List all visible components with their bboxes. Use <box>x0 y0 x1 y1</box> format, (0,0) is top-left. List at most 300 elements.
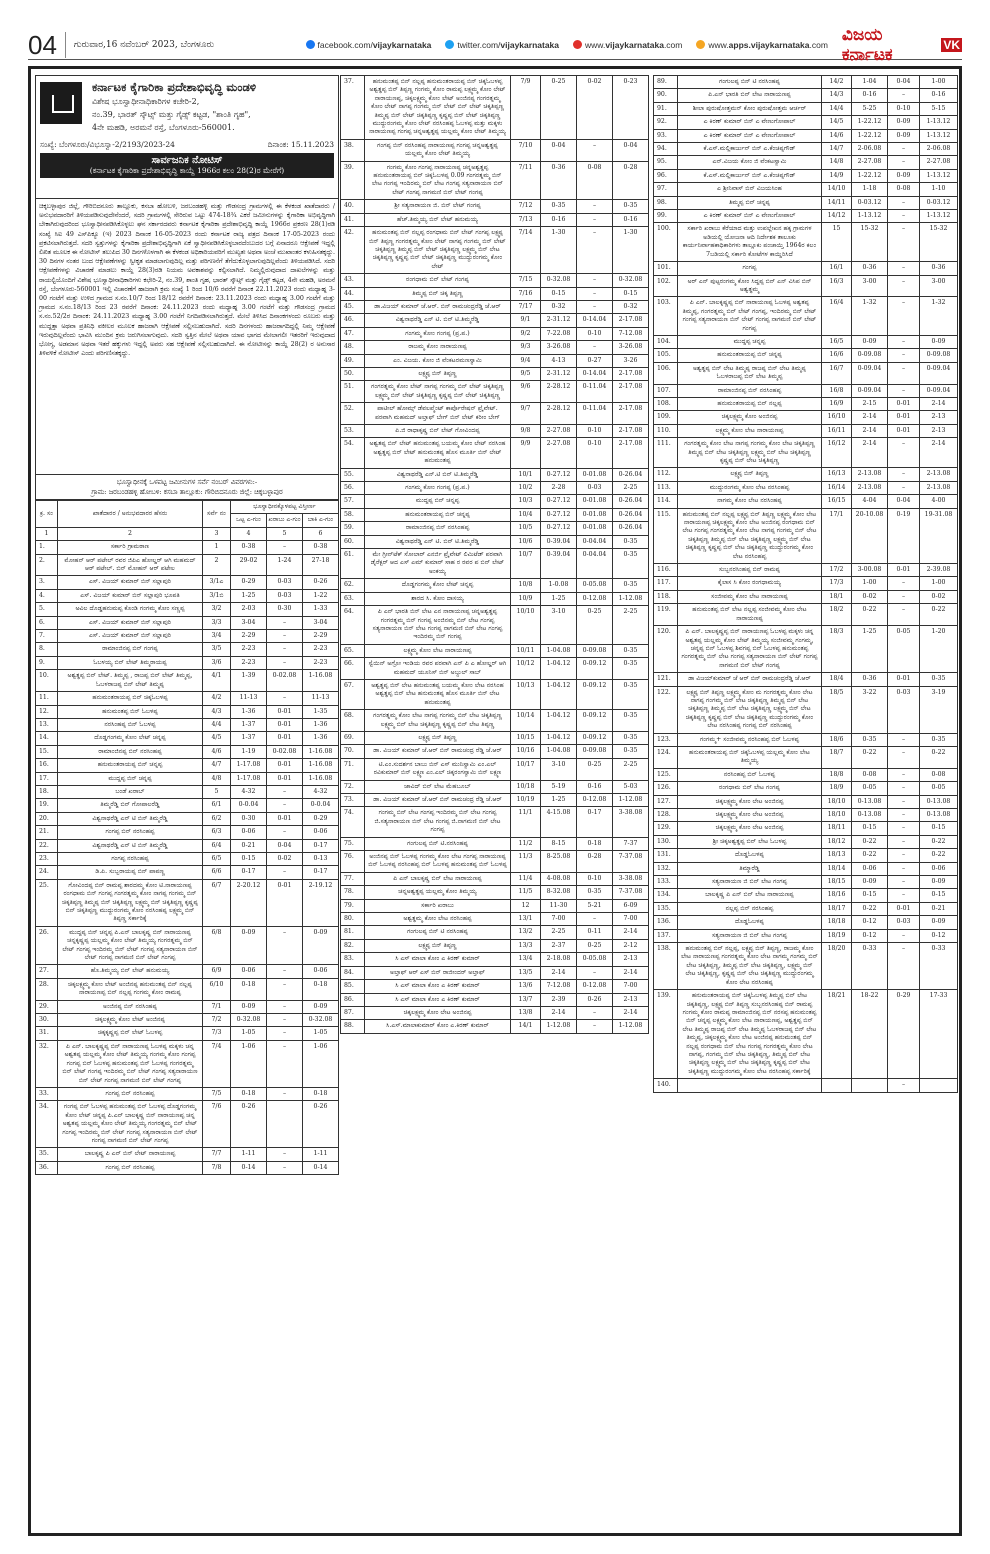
row-total: 3-10 <box>541 606 577 645</box>
row-kharab: – <box>577 227 613 274</box>
row-name: ರಾಮಾಂಜಿನಪ್ಪ ಬಿನ್ ಗಂಗಪ್ಪ <box>58 643 203 656</box>
row-name: ಚಿಕ್ಕಲಕ್ಷ್ಮಮ್ಮ ಕೋಂ ಲೇಟ್ ಅಂಜಿನಪ್ಪ ಹನುಮಂತಪ್ಪ ಬಿನ್ ನಲ್ಲಪ್ಪ ನಾರಾಯಣಪ್ಪ ಬಿನ್ ನಲ್ಲಪ್ಪ ಗಂಗಮ್ಮ ಕೋಂ ರಾಮಪ್ಪ <box>58 978 203 1000</box>
row-survey: 10/12 <box>511 658 541 680</box>
row-net: 7-37.08 <box>613 886 649 899</box>
row-total: 2-13.08 <box>852 468 888 481</box>
table-row <box>36 656 339 669</box>
row-kharab: 0-09.08 <box>577 644 613 657</box>
row-survey: 13/5 <box>511 966 541 979</box>
row-sno: 49. <box>341 354 365 367</box>
row-sno: 65. <box>341 644 365 657</box>
row-net: 0-35 <box>613 658 649 680</box>
row-survey: 9/5 <box>511 367 541 380</box>
row-survey: 14/11 <box>822 196 852 209</box>
row-survey: 7/2 <box>202 1014 230 1027</box>
row-net: 2-14 <box>920 397 958 410</box>
row-survey: 18/7 <box>822 746 852 768</box>
row-total: 2-27.08 <box>541 425 577 438</box>
row-kharab: 0-19 <box>888 508 920 563</box>
row-net: 0-35 <box>613 745 649 758</box>
table-row <box>654 1079 958 1092</box>
row-total: 11-13 <box>230 692 266 705</box>
row-kharab: – <box>888 862 920 875</box>
row-survey: 10/15 <box>511 731 541 744</box>
row-sno: 88. <box>341 1020 365 1033</box>
row-total: 2-31.12 <box>541 314 577 327</box>
row-sno: 69. <box>341 731 365 744</box>
row-sno: 54. <box>341 438 365 468</box>
row-net: 0-18 <box>302 1087 338 1100</box>
row-survey: 3/1ಎ <box>202 576 230 589</box>
row-name: ಶಾರದ ಸಿ. ಕೋಂ ದಾಸಯ್ಯ <box>365 592 511 605</box>
row-total: 1-11 <box>230 1148 266 1161</box>
row-name: ಚಿಕ್ಕಕೃಷ್ಣಪ್ಪ ಬಿನ್ ಲೇಟ್ ಓಬಳಪ್ಪ <box>58 1027 203 1040</box>
row-kharab: – <box>266 541 302 554</box>
row-kharab: 0-01 <box>266 759 302 772</box>
row-total: 2-28.12 <box>541 381 577 403</box>
row-sno: 1. <box>36 541 58 554</box>
row-total: 5-19 <box>541 780 577 793</box>
row-kharab: – <box>888 604 920 626</box>
row-survey: 13/4 <box>511 953 541 966</box>
row-net: 1-13.12 <box>920 169 958 182</box>
row-survey: 13/8 <box>511 1006 541 1019</box>
row-name: ದೊಡ್ಡಗಂಗಮ್ಮ ಕೋಂ ಲೇಟ್ ಚನ್ನಪ್ಪ <box>365 579 511 592</box>
row-kharab: – <box>888 156 920 169</box>
table-row <box>341 966 649 979</box>
row-total: 1-04.12 <box>541 658 577 680</box>
row-net: 1-16.08 <box>302 772 338 785</box>
row-net <box>920 1079 958 1092</box>
row-sno: 14. <box>36 732 58 745</box>
row-name: ಅಂಜಿನಪ್ಪ ಬಿನ್ ನರಸಿಂಹಪ್ಪ <box>58 1000 203 1013</box>
row-survey: 16/7 <box>822 362 852 384</box>
table-row <box>36 603 339 616</box>
row-survey: 6/5 <box>202 852 230 865</box>
row-name: ಗಂಗಮ್ಮ ಕೋಂ ಗಂಗಪ್ಪ (ಪ್ರ.ಪ.) <box>365 482 511 495</box>
row-survey: 10/3 <box>511 495 541 508</box>
row-total: 2-14 <box>852 438 888 468</box>
row-name: ಲಕ್ಷ್ಮಪ್ಪ ಬಿನ್ ತಿಪ್ಪಣ್ಣ <box>365 731 511 744</box>
table-row <box>654 733 958 746</box>
row-sno: 36. <box>36 1161 58 1174</box>
row-sno: 139. <box>654 990 678 1079</box>
row-survey: 6/9 <box>202 965 230 978</box>
row-total: 0-09 <box>852 335 888 348</box>
notice-subtitle: (ಕರ್ನಾಟಕ ಕೈಗಾರಿಕಾ ಪ್ರದೇಶಾಭಿವೃದ್ಧಿ ಕಾಯ್ದೆ 1966ರ ಕಲಂ 28(2)ರ ಮೇರೆಗೆ) <box>89 166 285 175</box>
row-name: ಡಾ. ವಿಜಯ್ ಕುಮಾರ್ ಜೆ.ಆರ್ ಬಿನ್ ರಾಮಚಂದ್ರ ರೆಡ್ಡಿ ಜೆ.ಆರ್ <box>365 745 511 758</box>
table-row <box>654 746 958 768</box>
row-name: ಎ ಕಿರಣ್ ಕುಮಾರ್ ಬಿನ್ ಎ ವೇಣುಗೋಪಾಲ್ <box>678 129 822 142</box>
row-kharab: 0-01 <box>266 732 302 745</box>
row-total: 2-03 <box>230 603 266 616</box>
row-survey: 18/5 <box>822 686 852 733</box>
row-kharab: 0-08 <box>577 161 613 200</box>
row-name: ಹನುಮಂತಪ್ಪ ಬಿನ್ ಲೇಟ ನಲ್ಲಪ್ಪ ಸಂಜೀವಮ್ಮ ಕೋಂ ಲೇಟ ನಾರಾಯಣಪ್ಪ <box>678 604 822 626</box>
row-survey: 9/2 <box>511 327 541 340</box>
notice-header <box>35 75 339 199</box>
row-net: 0-09 <box>302 926 338 965</box>
row-net: 0-06 <box>920 862 958 875</box>
table-row <box>654 577 958 590</box>
row-kharab: 0-12.08 <box>577 592 613 605</box>
row-name: ಗಂಗಪ್ಪ ಬಿನ್ ನರಸಿಂಹಪ್ಪ ನಾರಾಯಣಪ್ಪ ಗಂಗಪ್ಪ ಚನ್ನಅಶ್ವತ್ಥಪ್ಪ ಯಲ್ಲಮ್ಮ ಕೋಂ ಲೇಟ್ ತಿಮ್ಮಯ್ಯ <box>365 139 511 161</box>
row-sno: 108. <box>654 397 678 410</box>
row-total: 2-37 <box>541 939 577 952</box>
row-net: 7-00 <box>613 980 649 993</box>
table-row <box>341 658 649 680</box>
row-survey: 10/4 <box>511 508 541 521</box>
row-kharab: – <box>888 438 920 468</box>
table-row <box>341 76 649 140</box>
row-total: 0-06 <box>230 826 266 839</box>
web-domain: vijaykarnataka <box>605 39 664 50</box>
row-net: 2-14 <box>613 966 649 979</box>
row-kharab: – <box>888 196 920 209</box>
row-sno: 111. <box>654 438 678 468</box>
row-total: 7-12.08 <box>541 980 577 993</box>
row-total: 0-36 <box>541 161 577 200</box>
row-name: ಹೆಚ್.ತಿಮ್ಮಯ್ಯ ಬಿನ್ ಲೇಟ್ ಹನುಮಯ್ಯ <box>365 213 511 226</box>
row-sno: 93. <box>654 129 678 142</box>
row-survey: 14/8 <box>822 156 852 169</box>
row-total: 0-27.12 <box>541 508 577 521</box>
twitter-prefix: twitter.com/ <box>457 39 501 50</box>
table-row <box>654 929 958 942</box>
row-survey: 10/18 <box>511 780 541 793</box>
page-number: 04 <box>28 32 66 58</box>
table-row <box>36 839 339 852</box>
row-survey: 18/10 <box>822 795 852 808</box>
row-net: 0-09.04 <box>920 362 958 384</box>
table-row <box>36 1161 339 1174</box>
row-survey: 3/6 <box>202 656 230 669</box>
row-survey: 9/7 <box>511 403 541 425</box>
row-total: 1-37 <box>230 718 266 731</box>
row-kharab: 0-01 <box>266 705 302 718</box>
row-survey: 17/3 <box>822 577 852 590</box>
row-kharab: 0-25 <box>577 939 613 952</box>
table-row <box>654 902 958 915</box>
row-net: 0-32.08 <box>613 274 649 287</box>
facebook-prefix: facebook.com/ <box>317 39 373 50</box>
table-row <box>341 327 649 340</box>
row-total: 0-09.04 <box>852 362 888 384</box>
row-survey: 4/8 <box>202 772 230 785</box>
table-row <box>36 541 339 554</box>
row-sno: 125. <box>654 768 678 781</box>
row-net: 0-13 <box>302 852 338 865</box>
row-total: 0-16 <box>541 213 577 226</box>
row-survey: 18/19 <box>822 929 852 942</box>
land-table-1 <box>35 500 339 1175</box>
row-kharab: – <box>888 1079 920 1092</box>
table-row <box>654 626 958 673</box>
reference-number: ಸಂಖ್ಯೆ: ಬೆಂಗಳೂರು/ವಿಭೂಸ್ವಾ-2/2193/2023-24 <box>40 140 175 149</box>
website-link[interactable] <box>573 40 682 50</box>
row-survey: 4/4 <box>202 718 230 731</box>
row-net: 0-26.04 <box>613 468 649 481</box>
row-survey: 7/15 <box>511 274 541 287</box>
row-survey: 7/1 <box>202 1000 230 1013</box>
table-row <box>341 606 649 645</box>
row-kharab: 0-04.04 <box>577 549 613 579</box>
row-total: 7-22.08 <box>541 327 577 340</box>
row-sno: 103. <box>654 297 678 336</box>
row-name: ಹನುಮಂತರಾಯಪ್ಪ ಬಿನ್ ಚಿಕ್ಕಓಬಳಪ್ಪ ತಿಮ್ಮಪ್ಪ ಬಿನ್ ಲೇಟ ಚಿಕ್ಕತಿಪ್ಪಣ್ಣ, ಲಕ್ಷ್ಮಪ್ಪ ಬಿನ್ ತಿಪ್ಪಣ್ಣ ಸುಬ್ಬನರಸಿಂಹಪ್ಪ ಬಿನ್ ರಾಮಪ್ಪ ಗಂಗಮ್ಮ ಕೋಂ ರಾಮಪ್ಪ ರಾಮಾಂಜಿನಪ್ಪ ಬಿನ್ ನರಸಪ್ಪ ಹನುಮಂತಪ್ಪ ಬಿನ್ ಚನ್ನಪ್ಪ ಲಕ್ಷ್ಮಮ್ಮ ಕೋಂ ಲೇಟ ನಾರಾಯಣಪ್ಪ, ಅಶ್ವತ್ಥಪ್ಪ ಬಿನ್ ಲೇಟ ತಿಮ್ಮಪ್ಪ ರಾಜಪ್ಪ ಬಿನ್ ಲೇಟ ತಿಮ್ಮಪ್ಪ ಓಬಳರಾಜಪ್ಪ ಬಿನ್ ಲೇಟ ತಿಮ್ಮಪ್ಪ, ಚಿಕ್ಕಲಕ್ಷ್ಮಮ್ಮ ಕೋಂ ಲೇಟ ಅಂಜಿನಪ್ಪ ಹನುಮಂತಪ್ಪ ಬಿನ್ ನಲ್ಲಪ್ಪ ರಂಗಧಾಮ ಬಿನ್ ಲೇಟ ಗಂಗಪ್ಪ ಗಂಗರತ್ನಮ್ಮ ಕೋಂ ಲೇಟ ನಾಗಪ್ಪ, ಗಂಗಮ್ಮ ಬಿನ್ ಲೇಟ ಚಿಕ್ಕತಿಪ್ಪಣ್ಣ, ತಿಮ್ಮಪ್ಪ ಬಿನ್ ಲೇಟ ಚಿಕ್ಕತಿಪ್ಪಣ್ಣ ಲಕ್ಷ್ಮಮ್ಮ ಬಿನ್ ಲೇಟ ಚಿಕ್ಕತಿಪ್ಪಣ್ಣ ಕೃಷ್ಣಪ್ಪ ಬಿನ್ ಲೇಟ ಚಿಕ್ಕತಿಪ್ಪಣ್ಣ ಮುದ್ದುರಂಗಮ್ಮ ಕೋಂ ಲೇಟ ನರಸಿಂಹಪ್ಪ ಸರ್ಕಾರಿಕ್ಕೆ <box>678 990 822 1079</box>
row-sno: 55. <box>341 468 365 481</box>
notice-advertisement <box>28 66 962 1536</box>
row-net: 2-14 <box>613 1006 649 1019</box>
row-total: 2-14 <box>541 1006 577 1019</box>
row-net: 1-16.08 <box>302 759 338 772</box>
row-kharab: 0-12.08 <box>577 980 613 993</box>
table-row <box>36 732 339 745</box>
row-survey <box>822 1079 852 1092</box>
row-total: 1-37 <box>230 732 266 745</box>
apps-link[interactable] <box>696 40 828 50</box>
row-total: 0-27.12 <box>541 468 577 481</box>
row-sno: 115. <box>654 508 678 563</box>
row-name: ಸಿ ಎಸ್ ಮಾಲಾ ಕೋಂ ಎ ಕಿರಣ್ ಕುಮಾರ್ <box>365 980 511 993</box>
row-total: 0-21 <box>230 839 266 852</box>
row-total: 0-09 <box>852 876 888 889</box>
row-sno: 73. <box>341 794 365 807</box>
row-survey: 11/2 <box>511 837 541 850</box>
row-sno: 116. <box>654 564 678 577</box>
row-survey: 18/2 <box>822 604 852 626</box>
row-kharab: 0-11.04 <box>577 403 613 425</box>
web-prefix: www. <box>585 39 606 50</box>
row-sno: 119. <box>654 604 678 626</box>
row-name: ಸತ್ಯನಾರಾಯಣ ಜಿ ಬಿನ್ ಲೇಟ ಗಂಗಪ್ಪ <box>678 929 822 942</box>
row-net: 2-13 <box>613 993 649 1006</box>
row-sno: 33. <box>36 1087 58 1100</box>
row-net: 3-26.08 <box>613 341 649 354</box>
row-sno: 7. <box>36 630 58 643</box>
row-sno: 72. <box>341 780 365 793</box>
row-total: 0-22 <box>852 746 888 768</box>
row-total: 2-27.08 <box>541 438 577 468</box>
row-net: 2-06.08 <box>920 143 958 156</box>
row-total: 11-30 <box>541 899 577 912</box>
row-net: 0-35 <box>613 200 649 213</box>
row-net: 0-36 <box>920 262 958 275</box>
row-total: 0-36 <box>852 673 888 686</box>
row-total: 0-03.12 <box>852 196 888 209</box>
row-survey: 16/6 <box>822 349 852 362</box>
row-kharab: – <box>888 835 920 848</box>
row-kharab: 0-27 <box>577 354 613 367</box>
row-name: ಪಿ ಎನ್. ಬಾಲಕೃಷ್ಣಪ್ಪ ಬಿನ್ ನಾರಾಯಣಪ್ಪ ಓಬಳಪ್ಪ ಅಶ್ವತಪ್ಪ ತಿಮ್ಮಪ್ಪ, ಗಂಗರತ್ನಮ್ಮ ಬಿನ್ ಲೇಟ್ ಗಂಗಪ್ಪ, ಇಂದಿರಮ್ಮ ಬಿನ್ ಲೇಟ್ ಗಂಗಪ್ಪ ಸತ್ಯನಾರಾಯಣ ಬಿನ್ ಲೇಟ್ ಗಂಗಪ್ಪ ನಾಗಮಣಿ ಬಿನ್ ಲೇಟ್ ಗಂಗಪ್ಪ <box>678 297 822 336</box>
header-sno: ಕ್ರ. ಸಂ <box>36 501 58 528</box>
row-survey: 4/5 <box>202 732 230 745</box>
row-kharab: – <box>888 943 920 990</box>
row-total: 2-14 <box>541 966 577 979</box>
row-sno: 45. <box>341 300 365 313</box>
row-name <box>678 1079 822 1092</box>
row-kharab: 0-01 <box>266 718 302 731</box>
row-sno: 86. <box>341 993 365 1006</box>
row-name: ತಿಮ್ಮಾರೆಡ್ಡಿ <box>678 862 822 875</box>
row-total: 1-04.12 <box>541 679 577 709</box>
row-survey: 9/8 <box>511 425 541 438</box>
row-net: 0-22 <box>920 746 958 768</box>
table-row <box>341 1006 649 1019</box>
row-total: 0-12 <box>852 929 888 942</box>
row-total: 0-22 <box>852 902 888 915</box>
row-sno: 81. <box>341 926 365 939</box>
row-net: 1-13.12 <box>920 210 958 223</box>
row-kharab: – <box>577 213 613 226</box>
row-net: 6-09 <box>613 899 649 912</box>
row-kharab: 0-01 <box>888 564 920 577</box>
row-kharab: – <box>888 929 920 942</box>
row-sno: 104. <box>654 335 678 348</box>
table-row <box>341 139 649 161</box>
row-name: ಗಂಗಮ್ಮ ಕೋಂ ಗಂಗಪ್ಪ (ಪ್ರ.ಪ.) <box>365 327 511 340</box>
facebook-link[interactable] <box>306 40 432 50</box>
row-total: 2-25 <box>541 926 577 939</box>
row-survey: 7/10 <box>511 139 541 161</box>
row-sno: 106. <box>654 362 678 384</box>
table-row <box>36 826 339 839</box>
notice-body: ಚಿಕ್ಕಬಳ್ಳಾಪುರ ಜಿಲ್ಲೆ, ಗೌರಿಬಿದನೂರು ತಾಲ್ಲೂಕು, ಕಸಬಾ ಹೋಬಳಿ, ಜರಬಂಡಹಳ್ಳಿ ಮತ್ತು ಗೌಡಸಂದ್ರ ಗ್ರಾಮಗಳಲ್ಲಿ ಈ ಕೆಳಕಂಡ ಖಾತೆದಾರರು / ಅನುಭವದಾರರಿಗೆ ತಿಳಿಯಪಡಿಸುವುದೇನೆಂದರೆ, ಸದರಿ ಗ್ರಾಮಗಳಲ್ಲಿ ಸೇರಿರುವ ಒಟ್ಟು 474-18¾ ಎಕರೆ ಜಮೀನುಗಳನ್ನು ಕೈಗಾರಿಕಾ ಅಭಿವೃದ್ಧಿಗಾಗಿ ಬೇಕಾಗಿರುವುದರಿಂದ ಭೂಸ್ವಾಧೀನಪಡಿಸಿಕೊಳ್ಳಲು ಘನ ಸರ್ಕಾರದವರು ಕರ್ನಾಟಕ ಕೈಗಾರಿಕಾ ಪ್ರದೇಶಾಭಿವೃದ್ಧಿ ಕಾಯ್ದೆ 1966ರ ಪ್ರಕರಣ 28(1)ರಡಿ ಸಂಖ್ಯೆ ಸಿಐ 49 ಎಸ್‌ಪಿಕ್ಯೂ (ಇ) 2023 ದಿನಾಂಕ 16-05-2023 ರಂದು ಕರ್ನಾಟಕ ರಾಜ್ಯ ಪತ್ರದ ದಿನಾಂಕ 17-05-2023 ರಂದು ಪ್ರಕಟಿಸಲಾಗಿರುತ್ತದೆ. ಸದರಿ ಸ್ವತ್ತುಗಳನ್ನು ಕೈಗಾರಿಕಾ ಪ್ರದೇಶಾಭಿವೃದ್ಧಿಗಾಗಿ ಏಕೆ ಸ್ವಾಧೀನಪಡಿಸಿಕೊಳ್ಳಬಾರದೆಂಬುದರ ಬಗ್ಗೆ ಏನಾದರೂ ಆಕ್ಷೇಪಣೆ ಇದ್ದಲ್ಲಿ ಲಿಖಿತ ಮೂಲಕ ಈ ನೋಟೀಸ್ ತಲುಪಿದ 30 ದಿನಗಳೊಳಗಾಗಿ ಈ ಕೆಳಕಂಡ ಅಧಿಕಾರಿಯವರಿಗೆ ಮುಖ್ಯತಃ ಅಥವಾ ಅಂಚೆ ಮುಖಾಂತರ ಕಳುಹಿಸತಕ್ಕದ್ದು. 30 ದಿನಗಳ ನಂತರ ಬಂದ ಆಕ್ಷೇಪಣೆಗಳನ್ನು ಸ್ವೀಕೃತ ಮಾಡಲಾಗುವುದಿಲ್ಲ ಮತ್ತು ಪರಿಗಣನೆಗೆ ತೆಗೆದುಕೊಳ್ಳಲಾಗುವುದಿಲ್ಲವೆಂದು ತಿಳಿಯಪಡಿಸಿದೆ. ಸದರಿ ಆಕ್ಷೇಪಣೆಗಳನ್ನು ವಿಚಾರಣೆ ಮಾಡಲು ಕಾಯ್ದೆ 28(3)ರಡಿ ನಿಯಮ ಅವಕಾಶವನ್ನು ಕಲ್ಪಿಸಲಾಗಿದೆ. ನಿಮ್ಮಲ್ಲಿರುವುದಾದ ದಾಖಲೆಗಳನ್ನು ಮತ್ತು ರಾಯಲ್ಟಿಯೊಂದಿಗೆ ವಿಶೇಷ ಭೂಸ್ವಾಧೀನಾಧಿಕಾರಿಗಳು ಕಛೇರಿ-2, ನಂ.39, ಶಾಂತಿ ಗೃಹ, ಭಾರತ್ ಸ್ಕೌಟ್ಸ್ ಮತ್ತು ಗೈಡ್ಸ್ ಕಟ್ಟಡ, 4ನೇ ಮಹಡಿ, ಅರಮನೆ ರಸ್ತೆ, ಬೆಂಗಳೂರು-560001 ಇಲ್ಲಿ ವಿಚಾರಣೆಗೆ ಹಾಜರಾಗಿ ಕ್ರಮ ಸಂಖ್ಯೆ 1 ರಿಂದ 10/6 ರವರೆಗೆ ದಿನಾಂಕ 22.11.2023 ರಂದು ಮಧ್ಯಾಹ್ನ 3-00 ಗಂಟೆಗೆ ಮತ್ತು ಉಳಿದ ಗ್ರಾಮದ ಸ.ನಂ.10/7 ರಿಂದ 18/12 ರವರೆಗೆ ದಿನಾಂಕ: 23.11.2023 ರಂದು ಮಧ್ಯಾಹ್ನ 3.00 ಗಂಟೆಗೆ ಮತ್ತು ಗ್ರಾಮದ ಸ.ನಂ.18/13 ರಿಂದ 23 ರವರೆಗೆ ದಿನಾಂಕ: 24.11.2023 ರಂದು ಮಧ್ಯಾಹ್ನ 3.00 ಗಂಟೆಗೆ ಮತ್ತು ಗೌಡಸಂದ್ರ ಗ್ರಾಮದ ಸ.ನಂ.52/2ರ ದಿನಾಂಕ: 24.11.2023 ಮಧ್ಯಾಹ್ನ 3.00 ಗಂಟೆಗೆ ನಿಗದಿಪಡಿಸಲಾಗಿರುತ್ತದೆ. ಮೇಲೆ ತಿಳಿಸಿದ ದಿನಾಂಕಗಳಂದು ರೂಬರು ಮತ್ತು ಮುದ್ದತ್ತಾ ಅಥವಾ ಪ್ರತಿನಿಧಿ ವಕೀಲರ ಮೂಲಕ ಹಾಜರಾಗಿ ಆಕ್ಷೇಪಣೆ ಸಲ್ಲಿಸಬಹುದಾಗಿದೆ. ಸದರಿ ದಿನಗಳಂದು ಹಾಜರಾಗದಿದ್ದಲ್ಲಿ ನಿಮ್ಮ ಆಕ್ಷೇಪಣೆ ಇರುವುದಿಲ್ಲವೆಂದು ಭಾವಿಸಿ ಮುಂದಿನ ಕ್ರಮ ಜರುಗಿಸಲಾಗುವುದು. ಸದರಿ ಸ್ವತ್ತಿನ ಮೇಲೆ ಅಥವಾ ಯಾವ ಭಾಗದ ಮೇಲಾಗಲೀ ಇತರರಿಗೆ ಇರುವುದಾದ ಭೋಗ್ಯ, ಅಡಮಾನ ಅಥವಾ ಇತರೆ ಹಕ್ಕುಗಳು ಇದ್ದಲ್ಲಿ ಅವರು ಸಹ ಆಕ್ಷೇಪಣೆ ಸಲ್ಲಿಸಬಹುದಾಗಿದೆ. ಈ ನೋಟೀಸನ್ನು ಕಾಯ್ದೆ 28(2) ರ ಅನುಸಾರ ತಿಳಿವಳಿಕೆ ನೋಟೀಸ್ ಎಂದು ಪರಿಗಣಿಸತಕ್ಕದ್ದು. <box>35 199 339 475</box>
row-net: 5-15 <box>920 102 958 115</box>
table-row <box>341 535 649 548</box>
twitter-icon <box>445 40 454 49</box>
row-name: ಹನುಮಂತಪ್ಪ ಬಿನ್ ಓಬಳಪ್ಪ <box>58 705 203 718</box>
row-total: 0-26 <box>230 1101 266 1148</box>
row-sno: 83. <box>341 953 365 966</box>
row-total: 0-15 <box>230 852 266 865</box>
table-row <box>654 943 958 990</box>
row-net: 2-25 <box>613 606 649 645</box>
apps-icon <box>696 40 705 49</box>
table-row <box>654 384 958 397</box>
row-survey: 17/2 <box>822 564 852 577</box>
row-sno: 20. <box>36 812 58 825</box>
row-name: ಹನುಮಂತರಾಯಪ್ಪ ಬಿನ್ ನಲ್ಲಪ್ಪ <box>678 397 822 410</box>
row-kharab: 0-01 <box>888 397 920 410</box>
row-sno: 74. <box>341 807 365 837</box>
row-net: 0-35 <box>613 644 649 657</box>
row-survey: 13/2 <box>511 926 541 939</box>
row-sno: 27. <box>36 965 58 978</box>
table-row <box>654 196 958 209</box>
row-sno: 82. <box>341 939 365 952</box>
row-name: ರಾಮಾಂಜಿನಪ್ಪ ಬಿನ್ ನರಸಿಂಹಪ್ಪ <box>678 384 822 397</box>
row-sno: 46. <box>341 314 365 327</box>
row-sno: 90. <box>654 89 678 102</box>
row-kharab: – <box>888 349 920 362</box>
row-survey: 10/9 <box>511 592 541 605</box>
row-kharab: 0-01 <box>888 673 920 686</box>
row-kharab: 0-10 <box>577 438 613 468</box>
row-survey: 14/9 <box>822 169 852 182</box>
row-sno: 39. <box>341 161 365 200</box>
row-total: 3-26.08 <box>541 341 577 354</box>
row-sno: 109. <box>654 411 678 424</box>
row-kharab: – <box>888 849 920 862</box>
row-name: ನರಸಿಂಹಪ್ಪ ಬಿನ್ ಓಬಳಪ್ಪ <box>58 718 203 731</box>
row-name: ಲಕ್ಷ್ಮಪ್ಪ ಬಿನ್ ತಿಪ್ಪಣ್ಣ <box>365 939 511 952</box>
address-line-2: 4ನೇ ಮಹಡಿ, ಅರಮನೆ ರಸ್ತೆ, ಬೆಂಗಳೂರು-560001. <box>92 123 235 132</box>
row-sno: 59. <box>341 522 365 535</box>
row-survey: 7/7 <box>202 1148 230 1161</box>
row-total: 4-08.08 <box>541 872 577 885</box>
table-row <box>36 1000 339 1013</box>
table-row <box>654 397 958 410</box>
row-net: 2-13 <box>920 411 958 424</box>
row-name: ಸತ್ಯನಾರಾಯಣ ಜಿ ಬಿನ್ ಲೇಟ ಗಂಗಪ್ಪ <box>678 876 822 889</box>
row-survey: 3/4 <box>202 630 230 643</box>
row-sno: 91. <box>654 102 678 115</box>
table-row <box>654 210 958 223</box>
row-kharab: – <box>266 616 302 629</box>
row-net: 2-25 <box>613 758 649 780</box>
row-name: ನರಸಿಂಹಪ್ಪ ಬಿನ್ ಓಬಳಪ್ಪ <box>678 768 822 781</box>
land-table-2 <box>340 75 649 1034</box>
row-name: ಚಿಕ್ಕಲಕ್ಷ್ಮಮ್ಮ ಕೋಂ ಅಂಜಿನಪ್ಪ <box>678 411 822 424</box>
row-total: 0-22 <box>852 604 888 626</box>
row-kharab: 0-08 <box>888 183 920 196</box>
row-sno: 22. <box>36 839 58 852</box>
row-name: ಬಾಲಕೃಷ್ಣ ಪಿ ಎನ್ ಬಿನ್ ಲೇಟ್ ನಾರಾಯಣಪ್ಪ <box>58 1148 203 1161</box>
row-net: 0-26 <box>302 1101 338 1148</box>
table-row <box>654 862 958 875</box>
row-sno: 121. <box>654 673 678 686</box>
row-name: ಹನುಮಂತರಾಯಪ್ಪ ಬಿನ್ ಚನ್ನಪ್ಪ <box>365 508 511 521</box>
row-net: 1-06 <box>302 1040 338 1087</box>
row-sno: 77. <box>341 872 365 885</box>
row-name: ಸಿ.ಎಸ್.ಮಾಲಾಕುಮಾರ್ ಕೋಂ ಎ.ಕಿರಣ್ ಕುಮಾರ್ <box>365 1020 511 1033</box>
row-net: 0-28 <box>613 161 649 200</box>
row-kharab: 0-01.08 <box>577 508 613 521</box>
row-sno: 13. <box>36 718 58 731</box>
table-row <box>341 993 649 1006</box>
twitter-link[interactable] <box>445 40 559 50</box>
row-survey: 11/1 <box>511 807 541 837</box>
table-row <box>654 916 958 929</box>
row-kharab: 1-24 <box>266 554 302 576</box>
row-kharab: 0-12.08 <box>577 794 613 807</box>
table-row <box>654 673 958 686</box>
row-survey: 7/9 <box>511 76 541 140</box>
row-name: ಶ್ರೀ ಚಿಕ್ಕಅಶ್ವತ್ಥಪ್ಪ ಬಿನ್ ಲೇಟ ಓಬಳಪ್ಪ <box>678 835 822 848</box>
row-survey: 14/3 <box>822 89 852 102</box>
row-total: 2-23 <box>230 656 266 669</box>
table-row <box>654 169 958 182</box>
table-row <box>341 679 649 709</box>
row-net: 0-13.08 <box>920 809 958 822</box>
table-row <box>654 89 958 102</box>
row-net: 0-32 <box>613 300 649 313</box>
row-net: 1-36 <box>302 718 338 731</box>
row-survey: 9/1 <box>511 314 541 327</box>
row-net: 7-12.08 <box>613 327 649 340</box>
row-kharab: 0-01.08 <box>577 495 613 508</box>
row-survey: 14/12 <box>822 210 852 223</box>
row-name: ಪಿ ಎನ್ ಬಾಲಕೃಷ್ಣ ಬಿನ್ ಲೇಟ ನಾರಾಯಣಪ್ಪ <box>365 872 511 885</box>
table-row <box>341 710 649 732</box>
row-survey: 16/14 <box>822 481 852 494</box>
row-sno: 92. <box>654 116 678 129</box>
row-kharab: 0-10 <box>577 327 613 340</box>
address-line-1: ನಂ.39, ಭಾರತ್ ಸ್ಕೌಟ್ಸ್ ಮತ್ತು ಗೈಡ್ಸ್ ಕಟ್ಟಡ, "ಶಾಂತಿ ಗೃಹ", <box>92 110 251 119</box>
row-sno: 58. <box>341 508 365 521</box>
table-row <box>341 980 649 993</box>
